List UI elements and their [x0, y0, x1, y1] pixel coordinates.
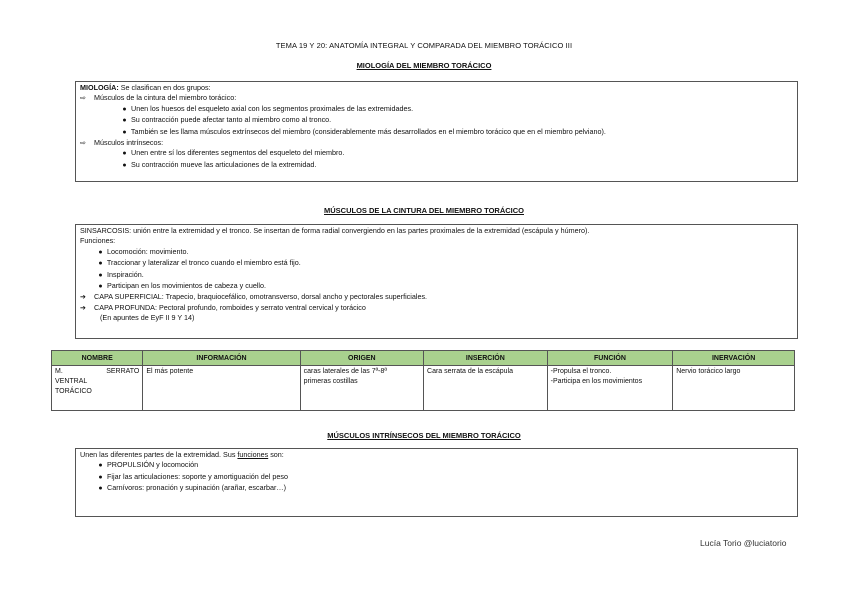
list-item: ● Unen entre sí los diferentes segmentos del esqueleto del miembro. [80, 148, 793, 159]
list-item: ● Su contracción puede afectar tanto al miembro como al tronco. [80, 115, 793, 126]
list-item: ● PROPULSIÓN y locomoción [80, 460, 793, 471]
list-item: ● También se les llama músculos extrínsecos del miembro (considerablemente más desarrollados en el miembro torácico que en el miembro pelviano). [80, 127, 793, 138]
list-item: ● Inspiración. [80, 270, 793, 281]
cell-origen: caras laterales de las 7ª-8ª primeras costillas [300, 366, 423, 411]
author-signature: Lucía Torio @luciatorio [700, 538, 787, 548]
list-item: ● Fijar las articulaciones: soporte y amortiguación del peso [80, 472, 793, 483]
cell-inervacion: Nervio torácico largo [673, 366, 795, 411]
header-insercion: INSERCIÓN [424, 351, 548, 366]
list-item: ● Participan en los movimientos de cabeza y cuello. [80, 281, 793, 292]
bullet-icon: ● [98, 473, 103, 481]
funciones-label: Funciones: [80, 236, 116, 246]
cell-informacion: El más potente [143, 366, 300, 411]
bullet-icon: ● [122, 105, 127, 113]
section-heading-cintura: MÚSCULOS DE LA CINTURA DEL MIEMBRO TORÁCICO [324, 206, 524, 215]
header-informacion: INFORMACIÓN [143, 351, 300, 366]
bullet-icon: ● [98, 462, 103, 470]
header-nombre: NOMBRE [52, 351, 143, 366]
intrinsecos-box [75, 448, 798, 517]
capa-superficial-line: ➔ CAPA SUPERFICIAL: Trapecio, braquiocefálico, omotransverso, dorsal ancho y pectorales superficiales. [80, 292, 428, 302]
arrow-outline-icon: ⇨ [80, 93, 87, 103]
sinsarcosis-line: SINSARCOSIS: unión entre la extremidad y el tronco. Se insertan de forma radial convergiendo en las partes proximales de la extremidad (escápula y húmero). [80, 226, 590, 235]
document-title: TEMA 19 Y 20: ANATOMÍA INTEGRAL Y COMPARADA DEL MIEMBRO TORÁCICO III [275, 41, 573, 50]
arrow-solid-icon: ➔ [80, 292, 87, 302]
cell-nombre: M. SERRATO VENTRAL TORÁCICO [52, 366, 143, 411]
intrinsecos-intro: Unen las diferentes partes de la extremidad. Sus funciones son: [80, 450, 284, 459]
bullet-icon: ● [98, 260, 103, 268]
header-funcion: FUNCIÓN [547, 351, 673, 366]
list-item: ● Unen los huesos del esqueleto axial con los segmentos proximales de las extremidades. [80, 104, 793, 115]
list-item: ● Locomoción: movimiento. [80, 247, 793, 258]
header-origen: ORIGEN [300, 351, 423, 366]
list-item: ● Su contracción mueve las articulaciones de la extremidad. [80, 160, 793, 171]
group-title: Músculos de la cintura del miembro torácico: [94, 93, 237, 103]
bullet-icon: ● [122, 117, 127, 125]
bullet-icon: ● [98, 271, 103, 279]
group-title: Músculos intrínsecos: [94, 138, 164, 148]
header-inervacion: INERVACIÓN [673, 351, 795, 366]
list-item: ● Carnívoros: pronación y supinación (arañar, escarbar…) [80, 483, 793, 494]
table-row [52, 366, 795, 411]
group-line [80, 138, 793, 148]
bullet-icon: ● [98, 283, 103, 291]
table-header-row [52, 351, 795, 366]
cintura-box [75, 224, 798, 339]
bullet-icon: ● [98, 485, 103, 493]
intro-label: MIOLOGÍA: [80, 83, 119, 92]
intro-text: Se clasifican en dos grupos: [118, 83, 211, 92]
apuntes-note: (En apuntes de EyF II 9 Y 14) [100, 313, 195, 323]
section-heading-intrinsecos: MÚSCULOS INTRÍNSECOS DEL MIEMBRO TORÁCICO [327, 431, 521, 440]
arrow-solid-icon: ➔ [80, 302, 87, 312]
bullet-icon: ● [122, 161, 127, 169]
funciones-underlined: funciones [237, 450, 269, 459]
bullet-icon: ● [122, 128, 127, 136]
cell-insercion: Cara serrata de la escápula [424, 366, 548, 411]
section-heading-miologia: MIOLOGÍA DEL MIEMBRO TORÁCICO [356, 61, 492, 70]
bullet-icon: ● [98, 248, 103, 256]
arrow-outline-icon: ⇨ [80, 138, 87, 148]
capa-profunda-line: ➔ CAPA PROFUNDA: Pectoral profundo, romboides y serrato ventral cervical y torácico [80, 302, 366, 312]
muscle-table [51, 350, 795, 411]
group-line [80, 93, 793, 103]
miologia-box [75, 81, 798, 182]
intro-line [80, 83, 793, 93]
list-item: ● Traccionar y lateralizar el tronco cuando el miembro está fijo. [80, 258, 793, 269]
cell-funcion: -Propulsa el tronco. -Participa en los movimientos [547, 366, 673, 411]
bullet-icon: ● [122, 150, 127, 158]
